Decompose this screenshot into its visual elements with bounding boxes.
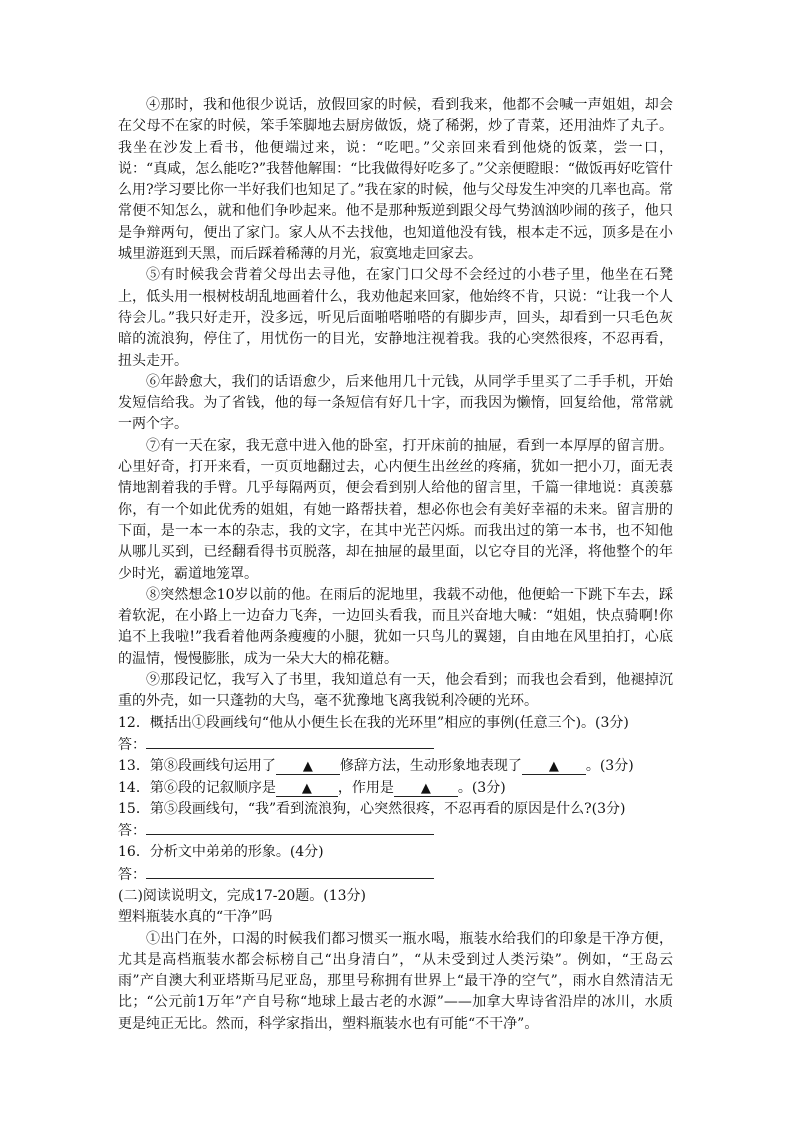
section-2-title: 塑料瓶装水真的“干净”吗 <box>118 909 273 926</box>
section-2-heading: (二)阅读说明文，完成17-20题。(13分) <box>118 887 367 904</box>
question-15-answer <box>118 820 673 842</box>
fill-blank[interactable]: ▲ <box>276 782 338 797</box>
answer-label: 答： <box>118 866 146 883</box>
question-12: 12．概括出①段画线句“他从小便生长在我的光环里”相应的事例(任意三个)。(3分) <box>118 714 629 731</box>
question-14-text-3: 。(3分) <box>457 779 506 796</box>
fill-blank[interactable]: ▲ <box>276 760 340 775</box>
section-2-paragraph-1: ①出门在外，口渴的时候我们都习惯买一瓶水喝，瓶装水给我们的印象是干净方便，尤其是高档瓶装水都会标榜自己“出身清白”，“从未受到过人类污染”。例如，“王岛云雨”产自澳大利亚塔斯马尼亚岛，那里号称拥有世界上“最干净的空气”，雨水自然清洁无比；“公元前1万年”产自号称“地球上最古老的水源”——加拿大卑诗省沿岸的冰川，水质更是纯正无比。然而，科学家指出，塑料瓶装水也有可能“不干净”。 <box>118 930 673 1032</box>
paragraph-4: ④那时，我和他很少说话，放假回家的时候，看到我来，他都不会喊一声姐姐，却会在父母不在家的时候，笨手笨脚地去厨房做饭，烧了稀粥，炒了青菜，还用油炸了丸子。我坐在沙发上看书，他便端过来，说：“吃吧。”父亲回来看到他烧的饭菜，尝一口，说：“真咸，怎么能吃?”我替他解围：“比我做得好吃多了。”父亲便瞪眼：“做饭再好吃管什么用?学习要比你一半好我们也知足了。”我在家的时候，他与父母发生冲突的几率也高。常常便不知怎么，就和他们争吵起来。他不是那种叛逆到跟父母气势汹汹吵闹的孩子，他只是争辩两句，便出了家门。家人从不去找他，也知道他没有钱，根本走不远，顶多是在小城里游逛到天黑，而后踩着稀薄的月光，寂寞地走回家去。 <box>118 97 673 263</box>
answer-blank-line[interactable] <box>146 864 434 879</box>
paragraph-9: ⑨那段记忆，我写入了书里，我知道总有一天，他会看到；而我也会看到，他褪掉沉重的外壳，如一只蓬勃的大鸟，毫不犹豫地飞离我锐利冷硬的光环。 <box>118 672 673 710</box>
paragraph-6: ⑥年龄愈大，我们的话语愈少，后来他用几十元钱，从同学手里买了二手手机，开始发短信给我。为了省钱，他的每一条短信有好几十字，而我因为懒惰，回复给他，常常就一两个字。 <box>118 373 673 433</box>
fill-blank[interactable]: ▲ <box>394 782 458 797</box>
paragraph-5: ⑤有时候我会背着父母出去寻他，在家门口父母不会经过的小巷子里，他坐在石凳上，低头用一根树枝胡乱地画着什么，我劝他起来回家，他始终不肯，只说：“让我一个人待会儿。”我只好走开，没多远，听见后面啪嗒啪嗒的有脚步声，回头，却看到一只毛色灰暗的流浪狗，停住了，用忧伤一的目光，安静地注视着我。我的心突然很疼，不忍再看，扭头走开。 <box>118 267 673 369</box>
question-15: 15．第⑤段画线句，“我”看到流浪狗，心突然很疼，不忍再看的原因是什么?(3分) <box>118 800 626 817</box>
answer-blank-line[interactable] <box>146 734 434 749</box>
answer-blank-line[interactable] <box>146 820 434 835</box>
question-13-text-1: 13．第⑧段画线句运用了 <box>118 758 276 775</box>
paragraph-7: ⑦有一天在家，我无意中进入他的卧室，打开床前的抽屉，看到一本厚厚的留言册。心里好奇，打开来看，一页页地翻过去，心内便生出丝丝的疼痛，犹如一把小刀，面无表情地割着我的手臂。几乎每隔两页，便会看到别人给他的留言里，千篇一律地说：真羡慕你，有一个如此优秀的姐姐，有她一路帮扶着，想必你也会有美好幸福的未来。留言册的下面，是一本一本的杂志，我的文字，在其中光芒闪烁。而我出过的第一本书，也不知他从哪儿买到，已经翻看得书页脱落，却在抽屉的最里面，以它夺目的光泽，将他整个的年少时光，霸道地笼罩。 <box>118 437 673 582</box>
answer-label: 答： <box>118 736 146 753</box>
question-16-answer <box>118 864 673 886</box>
question-12-answer <box>118 734 673 756</box>
answer-label: 答： <box>118 823 146 840</box>
question-14 <box>118 778 673 799</box>
fill-blank[interactable]: ▲ <box>522 760 586 775</box>
question-14-text-2: ，作用是 <box>337 779 394 796</box>
document-page <box>118 95 673 1035</box>
question-14-text-1: 14．第⑥段的记叙顺序是 <box>118 779 276 796</box>
question-13-text-3: 。(3分) <box>585 758 634 775</box>
question-16: 16．分析文中弟弟的形象。(4分) <box>118 844 324 861</box>
paragraph-8: ⑧突然想念10岁以前的他。在雨后的泥地里，我载不动他，他便蛤一下跳下车去，踩着软泥，在小路上一边奋力飞奔，一边回头看我，而且兴奋地大喊：“姐姐，快点骑啊!你追不上我啦!”我看着他两条瘦瘦的小腿，犹如一只鸟儿的翼翅，自由地在风里拍打，心底的温情，慢慢膨胀，成为一朵大大的棉花糖。 <box>118 586 673 667</box>
question-13-text-2: 修辞方法，生动形象地表现了 <box>339 758 522 775</box>
question-13 <box>118 756 673 777</box>
